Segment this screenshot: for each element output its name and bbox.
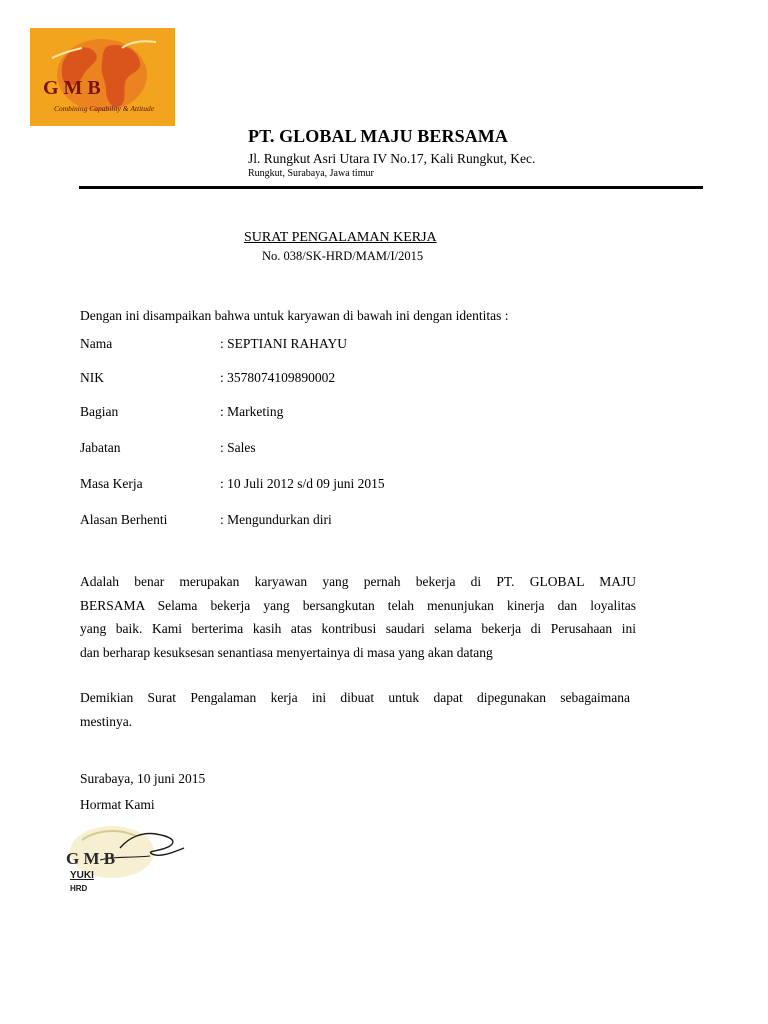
company-city: Rungkut, Surabaya, Jawa timur <box>248 168 374 179</box>
logo-letters: G M B <box>43 77 101 99</box>
statement-line: dan berharap kesuksesan senantiasa menyertainya di masa yang akan datang <box>80 644 493 660</box>
closing-salutation: Hormat Kami <box>80 797 155 812</box>
field-value-nama: : SEPTIANI RAHAYU <box>220 336 348 351</box>
stamp-letters: G M B <box>66 849 116 868</box>
intro-text: Dengan ini disampaikan bahwa untuk karyawan di bawah ini dengan identitas : <box>80 308 509 323</box>
signature-graphic <box>60 818 190 898</box>
document-number: No. 038/SK-HRD/MAM/I/2015 <box>262 249 424 263</box>
field-value-bagian: : Marketing <box>220 404 284 419</box>
statement-line: Adalah benar merupakan karyawan yang pernah bekerja di PT. GLOBAL MAJU <box>80 574 636 589</box>
field-value-nik: : 3578074109890002 <box>220 370 336 385</box>
signer-name: YUKI <box>70 870 94 881</box>
statement-paragraph <box>80 574 636 668</box>
closing-paragraph <box>80 690 630 738</box>
letterhead-divider <box>79 186 703 189</box>
field-value-jabatan: : Sales <box>220 440 256 455</box>
field-label-nik: NIK <box>80 370 104 385</box>
statement-line: BERSAMA Selama bekerja yang bersangkutan telah menunjukan kinerja dan loyalitas <box>80 597 636 613</box>
field-label-jabatan: Jabatan <box>80 440 121 455</box>
document-title: SURAT PENGALAMAN KERJA <box>244 230 437 245</box>
logo-graphic <box>30 28 175 126</box>
company-name: PT. GLOBAL MAJU BERSAMA <box>248 126 508 146</box>
company-address: Jl. Rungkut Asri Utara IV No.17, Kali Rungkut, Kec. <box>248 151 536 166</box>
closing-line: Demikian Surat Pengalaman kerja ini dibuat untuk dapat dipegunakan sebagaimana <box>80 690 630 705</box>
field-value-masa-kerja: : 10 Juli 2012 s/d 09 juni 2015 <box>220 476 385 491</box>
logo-tagline: Combining Capability & Attitude <box>54 104 155 113</box>
company-logo <box>30 28 175 126</box>
field-label-alasan-berhenti: Alasan Berhenti <box>80 512 168 527</box>
place-date: Surabaya, 10 juni 2015 <box>80 771 206 786</box>
statement-line: yang baik. Kami berterima kasih atas kontribusi saudari selama bekerja di Perusahaan ini <box>80 621 636 636</box>
field-label-masa-kerja: Masa Kerja <box>80 476 143 491</box>
field-value-alasan-berhenti: : Mengundurkan diri <box>220 512 332 527</box>
signature-stamp <box>60 818 190 898</box>
field-label-nama: Nama <box>80 336 113 351</box>
closing-line: mestinya. <box>80 714 133 729</box>
signer-role: HRD <box>70 884 88 893</box>
field-label-bagian: Bagian <box>80 404 119 419</box>
